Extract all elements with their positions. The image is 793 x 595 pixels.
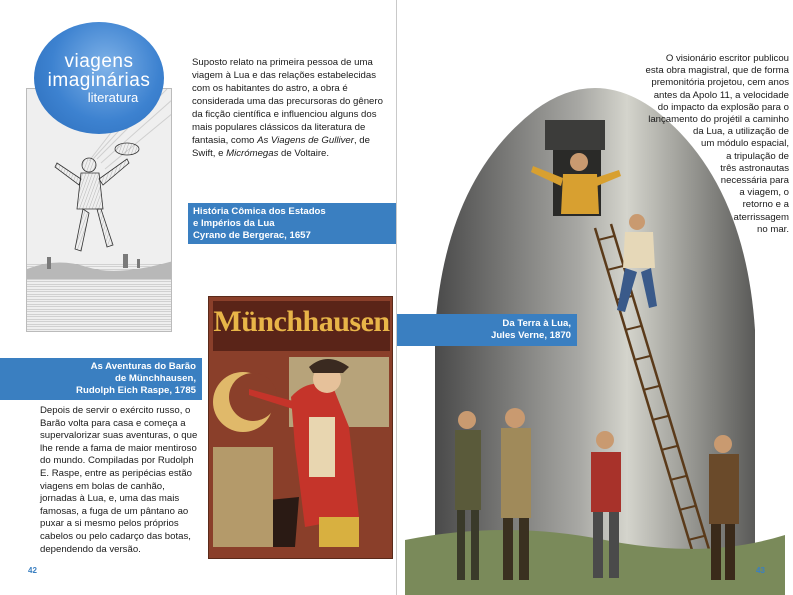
verne-caption-bar	[397, 314, 577, 346]
verne-text-line: um módulo espacial,	[701, 138, 789, 150]
verne-text-line: da Lua, a utilização de	[692, 126, 789, 138]
gulliver-title: As Viagens de Gulliver	[257, 135, 354, 146]
micromegas-title: Micrómegas	[226, 148, 279, 159]
munchhausen-caption-line: As Aventuras do Barão	[90, 361, 196, 372]
cyrano-text-part: , de Swift, e	[192, 135, 370, 159]
cyrano-caption-line: Cyrano de Bergerac, 1657	[193, 230, 311, 241]
cyrano-description	[192, 56, 390, 160]
verne-caption-line: Da Terra à Lua,	[502, 318, 571, 329]
cyrano-caption-bar	[188, 203, 396, 244]
poster-title: Münchhausen	[213, 305, 390, 338]
munchhausen-caption-bar	[0, 358, 202, 400]
munchhausen-caption-line: de Münchhausen,	[114, 373, 196, 384]
section-title-line2: imaginárias	[47, 70, 151, 91]
right-page	[397, 0, 793, 595]
verne-caption-line: Jules Verne, 1870	[490, 330, 571, 341]
verne-text-line: no mar.	[757, 223, 789, 235]
verne-text-line: a viagem, o	[739, 187, 789, 199]
verne-text-line: retorno e a	[742, 199, 789, 211]
cyrano-caption-line: História Cômica dos Estados	[193, 206, 326, 217]
section-title-line3: literatura	[87, 90, 139, 105]
verne-description	[589, 53, 789, 236]
verne-text-line: lançamento do projétil a caminho	[648, 114, 789, 126]
section-title	[34, 52, 164, 105]
verne-text-line: três astronautas	[720, 162, 789, 174]
verne-text-line: do impacto da explosão para o	[657, 101, 789, 113]
verne-text-line: aterrissagem	[733, 211, 789, 223]
verne-text-line: O visionário escritor publicou	[665, 53, 789, 64]
verne-text-line: esta obra magistral, que de forma	[645, 65, 789, 77]
section-title-line1: viagens	[64, 51, 134, 72]
verne-text-line: antes da Apolo 11, a velocidade	[653, 89, 789, 101]
cyrano-text-part: de Voltaire.	[278, 148, 330, 159]
left-page	[0, 0, 396, 595]
munchhausen-description: Depois de servir o exército russo, o Barão volta para casa e começa a supervalorizar suas aventuras, o que lhe rende a fama de maior mentiroso do mundo. Compiladas por Rudolph E. Raspe, entre as peripécias estão viagens em bolas de canhão, jornadas à Lua, e, uma das mais famosas, a fuga de um pântano ao puxar a si mesmo pelos próprios cabelos ou pelo cadarço das botas, dependendo da versão.	[40, 405, 198, 555]
page-number-right: 43	[756, 566, 765, 575]
page-number-left: 42	[28, 566, 37, 575]
munchhausen-caption-line: Rudolph Eich Raspe, 1785	[76, 385, 196, 396]
verne-text-line: premonitória projetou, cem anos	[651, 77, 789, 89]
verne-text-line: a tripulação de	[726, 150, 789, 162]
cyrano-caption-line: e Impérios da Lua	[193, 218, 275, 229]
cyrano-text-part: Suposto relato na primeira pessoa de uma viagem à Lua e das relações estabelecidas com os habitantes do astro, a obra é considerada uma das precursoras do gênero da ficção científica e influenciou alguns dos mais populares clássicos da literatura de fantasia, como	[192, 57, 383, 146]
munchhausen-poster-illustration	[208, 296, 393, 559]
verne-text-line: necessária para	[720, 175, 789, 187]
